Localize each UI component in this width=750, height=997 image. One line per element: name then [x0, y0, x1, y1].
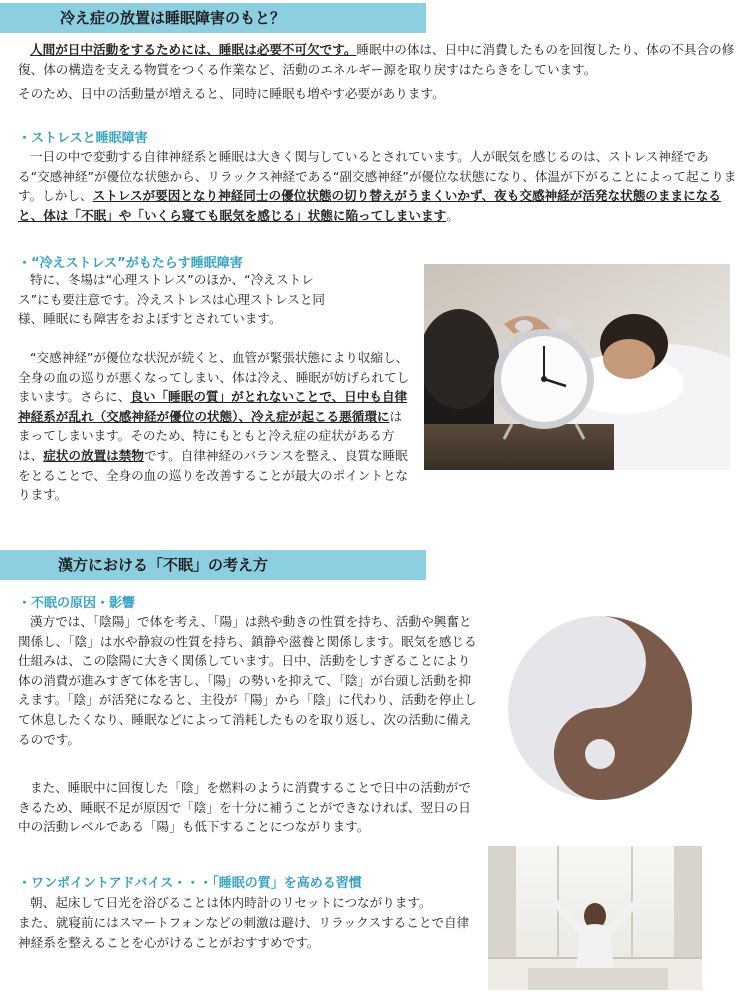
cold-stress-heading: ・“冷えストレス”がもたらす睡眠障害	[18, 256, 243, 271]
stress-text: 一日の中で変動する自律神経系と睡眠は大きく関与しているとされています。人が眠気を感じるのは、ストレス神経である“交感神経”が優位な状態から、リラックス神経である“副交感神経”が優位な状態になり、体温が下がることによって起こります。しかし、	[18, 149, 737, 204]
insomnia-cause-p2: また、睡眠中に回復した「陰」を燃料のように消費することで日中の活動ができるため、睡眠不足が原因で「陰」を十分に補うことができなければ、翌日の日中の活動レベルである「陽」も低下することにつながります。	[18, 780, 471, 835]
insomnia-cause-heading: ・不眠の原因・影響	[18, 596, 136, 611]
cold-stress-p2	[18, 348, 410, 505]
cold-p2-c: です。自律神経のバランスを整え、良質な睡眠をとることで、全身の血の巡りを改善することが最大のポイントとなります。	[18, 447, 409, 503]
cold-stress-p1: 特に、冬場は“心理ストレス”のほか、“冷えストレス”にも要注意です。冷えストレスは心理ストレスと同様、睡眠にも障害をおよぼすとされています。	[18, 272, 326, 327]
stress-end: 。	[446, 207, 459, 223]
section1-title: 冷え症の放置は睡眠障害のもと？	[60, 9, 286, 27]
advice-p1: 朝、起床して日光を浴びることは体内時計のリセットにつながります。	[30, 895, 432, 910]
stress-paragraph	[18, 147, 740, 225]
advice-p2: また、就寝前にはスマートフォンなどの刺激は避け、リラックスすることで自律神経系を整えることを心がけることがおすすめです。	[18, 915, 470, 950]
section2-title: 漢方における「不眠」の考え方	[58, 556, 269, 574]
intro-paragraph	[18, 40, 740, 79]
cold-p2-bold: 良い「睡眠の質」がとれないことで、日中も自律神経系が乱れ（交感神経が優位の状態）、冷え症が起こる悪循環に	[18, 389, 408, 424]
insomnia-cause-p1: 漢方では、「陰陽」で体を考え、「陽」は熱や動きの性質を持ち、活動や興奮と関係し、「陰」は水や静寂の性質を持ち、鎮静や滋養と関係します。眠気を感じる仕組みは、この陰陽に大きく関係しています。日中、活動をしすぎることにより体の消費が進みすぎて体を害し、「陽」の勢いを抑えて、「陰」が台頭し活動を抑えます。「陰」が活発になると、主役が「陽」から「陰」に代わり、活動を停止して休息したくなり、睡眠などによって消耗したものを取り返し、次の活動に備えるのです。	[18, 614, 477, 747]
stress-heading: ・ストレスと睡眠障害	[18, 131, 148, 146]
cold-p2-a: “交感神経”が優位な状況が続くと、血管が緊張状態により収縮し、全身の血の巡りが悪くなってしまい、体は冷え、睡眠が妨げられてしまいます。さらに、	[18, 350, 410, 405]
yin-yang-icon	[507, 615, 693, 801]
alarm-clock-photo	[424, 264, 730, 470]
advice-heading: ・ワンポイントアドバイス・・・「睡眠の質」を高める習慣	[18, 876, 362, 891]
stress-bold: ストレスが要因となり神経同士の優位状態の切り替えがうまくいかず、夜も交感神経が活発な状態のままになると、体は「不眠」や「いくら寝ても眠気を感じる」状態に陥ってしまいます	[18, 188, 721, 223]
morning-stretch-photo	[488, 846, 702, 990]
intro-bold: 人間が日中活動をするためには、睡眠は必要不可欠です。	[30, 42, 357, 57]
intro-rest: 睡眠中の体は、日中に消費したものを回復したり、体の不具合の修復、体の構造を支える物質をつくる作業など、活動のエネルギー源を取り戻すはたらきをしています。	[18, 42, 735, 77]
cold-p2-bold2: 症状の放置は禁物	[43, 447, 144, 463]
intro-line2: そのため、日中の活動量が増えると、同時に睡眠も増やす必要があります。	[18, 86, 445, 101]
cold-p2-b: はまってしまいます。そのため、特にもともと冷え症の症状がある方は、	[18, 408, 403, 463]
